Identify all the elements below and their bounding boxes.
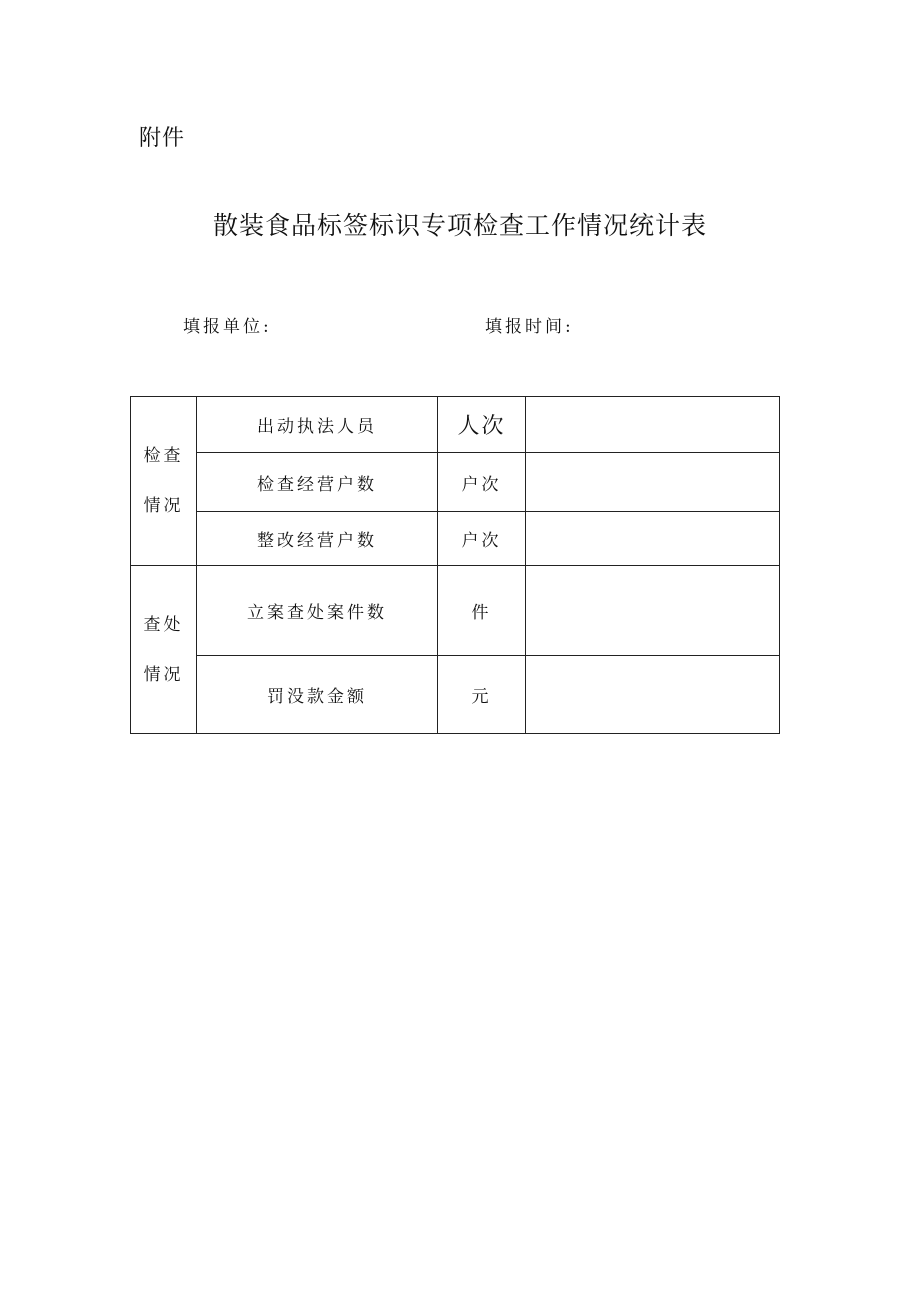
value-cell[interactable]	[526, 453, 780, 512]
fill-time-label: 填报时间:	[485, 317, 574, 337]
group-label-line: 情况	[143, 496, 184, 516]
table-row	[131, 656, 780, 734]
item-cell: 检查经营户数	[197, 453, 438, 512]
item-cell: 立案查处案件数	[197, 566, 438, 656]
table-row	[131, 397, 780, 453]
group-label-enforcement	[131, 566, 197, 734]
table-row	[131, 453, 780, 512]
value-cell[interactable]	[526, 566, 780, 656]
unit-cell: 件	[438, 566, 526, 656]
unit-cell: 元	[438, 656, 526, 734]
fill-unit-label: 填报单位:	[183, 317, 272, 337]
group-label-line: 检查	[143, 446, 184, 466]
item-cell: 出动执法人员	[197, 397, 438, 453]
unit-cell: 户次	[438, 453, 526, 512]
page-title: 散装食品标签标识专项检查工作情况统计表	[212, 211, 707, 240]
value-cell[interactable]	[526, 512, 780, 566]
group-label-line: 查处	[143, 614, 184, 635]
attachment-label: 附件	[139, 126, 186, 151]
item-cell: 罚没款金额	[197, 656, 438, 734]
group-label-inspection	[131, 397, 197, 566]
table-row	[131, 512, 780, 566]
group-label-line: 情况	[143, 664, 184, 685]
value-cell[interactable]	[526, 656, 780, 734]
item-cell: 整改经营户数	[197, 512, 438, 566]
table-row	[131, 566, 780, 656]
value-cell[interactable]	[526, 397, 780, 453]
statistics-table	[130, 396, 780, 734]
unit-cell: 户次	[438, 512, 526, 566]
unit-cell: 人次	[438, 397, 526, 453]
